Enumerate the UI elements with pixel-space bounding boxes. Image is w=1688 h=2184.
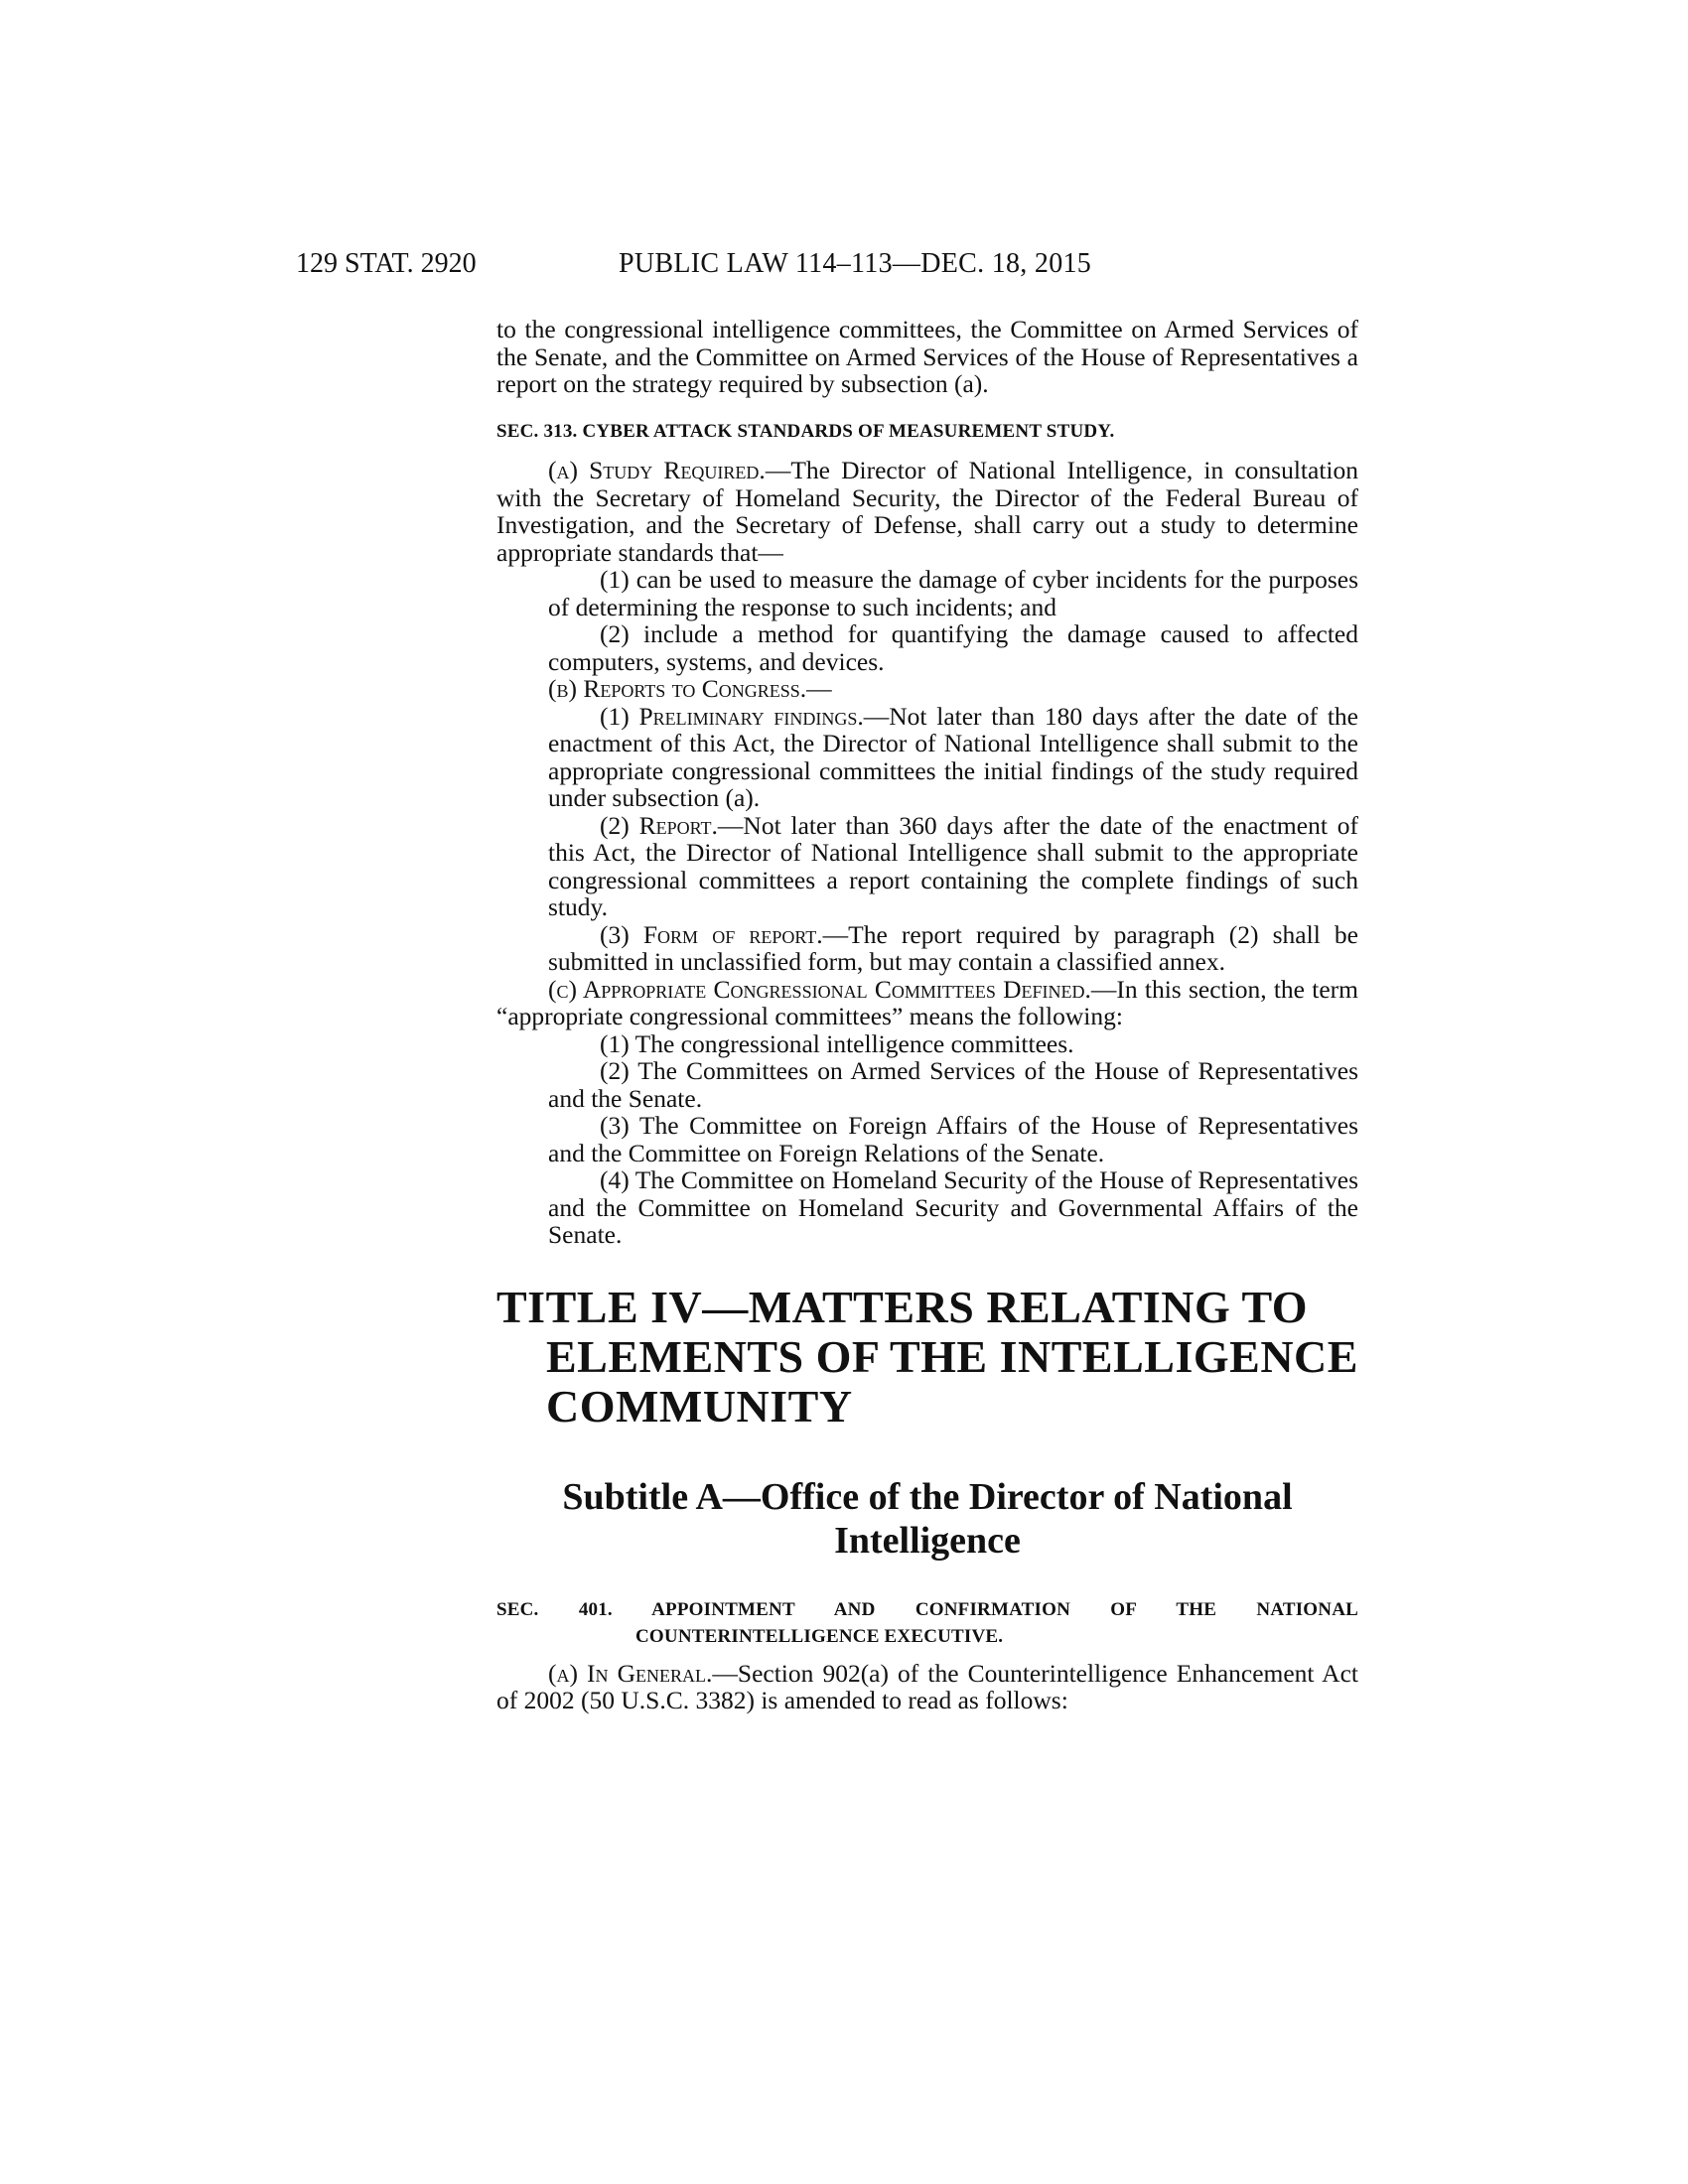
continuation-paragraph: to the congressional intelligence committees, the Committee on Armed Services of the Senate, and the Committee on Armed Services of the House of Representatives a report on the strategy required by subsection (a). xyxy=(496,315,1358,398)
paragraph-b1-text: —Not later than 180 days after the date of the enactment of this Act, the Director of National Intelligence shall submit to the appropriate congressional committees the initial findings of the study required under subsection (a). xyxy=(548,701,1359,812)
subsection-a-label: (a) Study Required. xyxy=(548,456,766,484)
subsection-b-dash: — xyxy=(806,674,832,703)
subsection-a-text: —The Director of National Intelligence, in consultation with the Secretary of Homeland Security, the Director of the Federal Bureau of Investigation, and the Secretary of Defense, shall carry out a study to determine appropriate standards that— xyxy=(496,456,1359,567)
paragraph-b3-text: —The report required by paragraph (2) shall be submitted in unclassified form, but may contain a classified annex. xyxy=(548,919,1358,976)
paragraph-b2 xyxy=(496,812,1358,921)
paragraph-c2: (2) The Committees on Armed Services of the House of Representatives and the Senate. xyxy=(548,1056,1358,1113)
section-401-subsection-a-label: (a) In General. xyxy=(548,1658,713,1688)
paragraph-a1: (1) can be used to measure the damage of cyber incidents for the purposes of determining the response to such incidents; and xyxy=(548,565,1358,621)
paragraph-b2-label: Report. xyxy=(638,810,718,840)
paragraph-b1-number: (1) xyxy=(600,701,639,731)
subsection-c xyxy=(496,976,1358,1030)
subsection-c-text: —In this section, the term “appropriate congressional committees” means the following: xyxy=(496,974,1358,1030)
subsection-c-label: (c) Appropriate Congressional Committees Defined. xyxy=(548,974,1091,1004)
section-401-subsection-a xyxy=(496,1660,1358,1714)
paragraph-a2: (2) include a method for quantifying the damage caused to affected computers, systems, and devices. xyxy=(548,619,1358,676)
paragraph-b3-number: (3) xyxy=(600,919,643,949)
paragraph-b3-label: Form of report. xyxy=(642,919,823,949)
paragraph-b3 xyxy=(496,921,1358,976)
subtitle-a-heading: Subtitle A—Office of the Director of National Intelligence xyxy=(562,1475,1293,1562)
paragraph-b2-number: (2) xyxy=(600,810,639,840)
paragraph-b1-label: Preliminary findings. xyxy=(638,701,864,731)
subsection-b xyxy=(496,675,1358,703)
paragraph-c3: (3) The Committee on Foreign Affairs of the House of Representatives and the Committee on Foreign Relations of the Senate. xyxy=(548,1111,1358,1167)
statute-page-number: 129 STAT. 2920 xyxy=(296,248,477,279)
subsection-b-label: (b) Reports to Congress. xyxy=(548,674,807,703)
section-313-heading: SEC. 313. CYBER ATTACK STANDARDS OF MEASUREMENT STUDY. xyxy=(496,420,1115,442)
paragraph-b2-text: —Not later than 360 days after the date of the enactment of this Act, the Director of National Intelligence shall submit to the appropriate congressional committees a report containing the complete findings of such study. xyxy=(548,810,1358,921)
paragraph-b1 xyxy=(496,703,1358,812)
paragraph-c1: (1) The congressional intelligence committees. xyxy=(600,1028,1074,1058)
section-401-heading: SEC. 401. APPOINTMENT AND CONFIRMATION OF THE NATIONAL COUNTERINTELLIGENCE EXECUTIVE. xyxy=(496,1598,1358,1647)
subsection-a xyxy=(496,457,1358,566)
section-401-subsection-a-text: —Section 902(a) of the Counterintelligence Enhancement Act of 2002 (50 U.S.C. 3382) is amended to read as follows: xyxy=(496,1658,1358,1714)
title-iv-heading: TITLE IV—MATTERS RELATING TO ELEMENTS OF THE INTELLIGENCE COMMUNITY xyxy=(496,1281,1358,1432)
paragraph-c4: (4) The Committee on Homeland Security of the House of Representatives and the Committee on Homeland Security and Governmental Affairs of the Senate. xyxy=(548,1165,1358,1249)
public-law-header: PUBLIC LAW 114–113—DEC. 18, 2015 xyxy=(619,248,1092,279)
document-body xyxy=(496,316,1358,1714)
